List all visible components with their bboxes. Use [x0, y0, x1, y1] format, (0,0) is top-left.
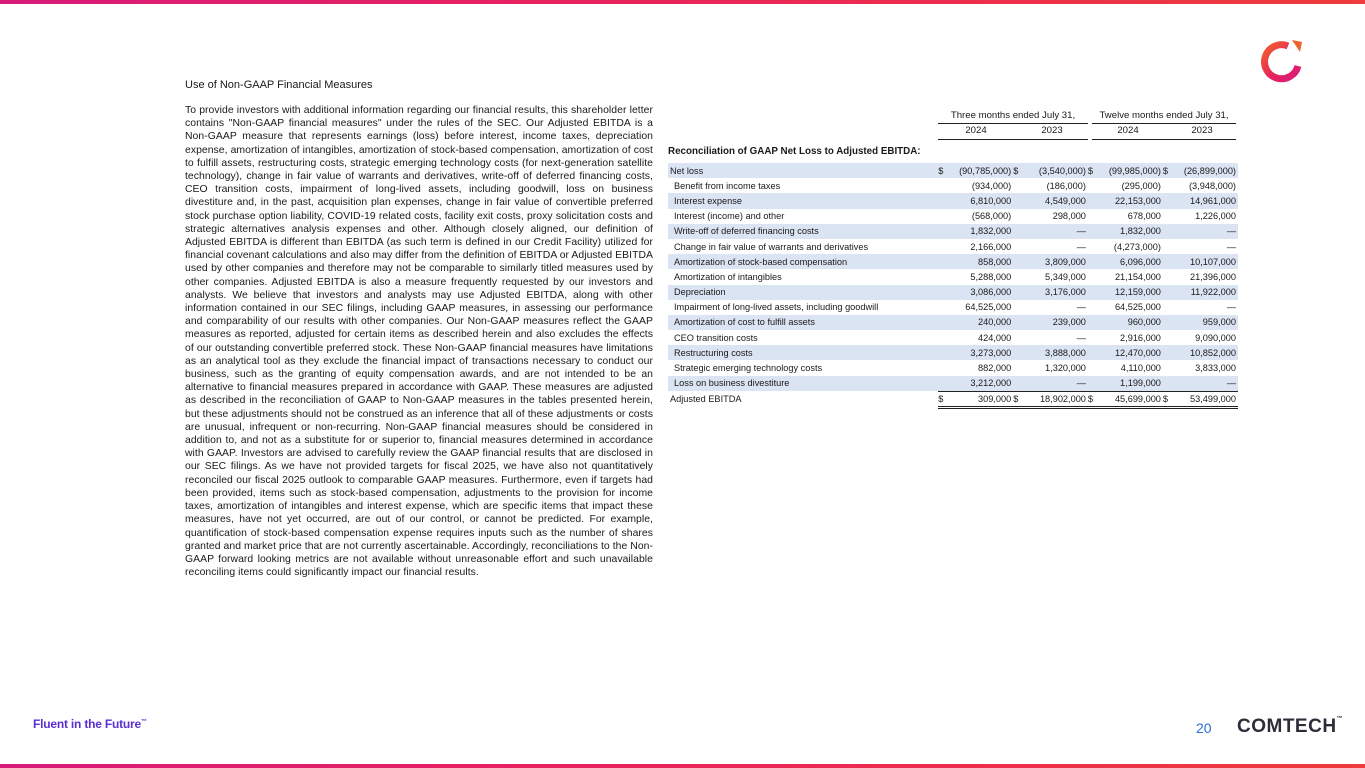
currency-symbol: $ — [1163, 391, 1173, 407]
table-row — [668, 300, 1238, 315]
table-row — [668, 330, 1238, 345]
cell-value: — — [1076, 332, 1086, 343]
comtech-ring-icon — [1258, 36, 1306, 90]
row-label: Interest expense — [668, 193, 938, 208]
brand-text: COMTECH — [1237, 716, 1337, 737]
cell-value: 10,107,000 — [1173, 254, 1238, 269]
cell-value: (186,000) — [1046, 180, 1086, 191]
row-label: Write-off of deferred financing costs — [668, 224, 938, 239]
cell-value: 2,916,000 — [1120, 332, 1161, 343]
cell-value: — — [1076, 241, 1086, 252]
section-title: Use of Non-GAAP Financial Measures — [185, 79, 373, 91]
cell-value: 45,699,000 — [1098, 391, 1163, 407]
cell-value: (934,000) — [971, 180, 1012, 191]
cell-value: 959,000 — [1173, 315, 1238, 330]
year-header-1: 2024 — [965, 125, 987, 136]
table-year-header — [668, 123, 1238, 138]
table-row — [668, 239, 1238, 254]
cell-value: 3,086,000 — [948, 285, 1013, 300]
cell-value: 424,000 — [978, 332, 1012, 343]
cell-value: 3,888,000 — [1023, 345, 1088, 360]
cell-value: 5,349,000 — [1045, 271, 1086, 282]
currency-symbol: $ — [1013, 163, 1023, 178]
cell-value: 5,288,000 — [970, 271, 1012, 282]
row-label: Amortization of stock-based compensation — [668, 254, 938, 269]
bottom-accent-bar — [0, 764, 1365, 768]
year-header-4: 2023 — [1191, 125, 1213, 136]
table-row — [668, 269, 1238, 284]
year-underline-1 — [938, 139, 1088, 140]
table-title: Reconciliation of GAAP Net Loss to Adjusted EBITDA: — [668, 146, 921, 157]
cell-value: — — [1226, 302, 1236, 313]
row-label: Amortization of cost to fulfill assets — [668, 315, 938, 330]
table-row — [668, 224, 1238, 239]
year-header-3: 2024 — [1117, 125, 1139, 136]
cell-value: 240,000 — [948, 315, 1013, 330]
top-accent-bar — [0, 0, 1365, 4]
row-label: Restructuring costs — [668, 345, 938, 360]
cell-value: — — [1173, 224, 1238, 239]
cell-value: 64,525,000 — [1114, 302, 1161, 313]
cell-value: 21,396,000 — [1190, 271, 1236, 282]
row-label: Change in fair value of warrants and derivatives — [674, 241, 869, 252]
currency-symbol: $ — [1088, 163, 1098, 178]
cell-value: 4,110,000 — [1120, 363, 1161, 374]
cell-value: 1,832,000 — [1098, 224, 1163, 239]
tagline-trademark: ™ — [141, 719, 147, 725]
table-row — [668, 376, 1238, 392]
table-row — [668, 178, 1238, 193]
cell-value: 6,810,000 — [948, 193, 1013, 208]
year-header-2: 2023 — [1041, 125, 1063, 136]
table-group-header — [668, 108, 1238, 123]
cell-value: 18,902,000 — [1023, 391, 1088, 407]
table-row — [668, 193, 1238, 208]
table-row — [668, 315, 1238, 330]
brand-trademark: ™ — [1336, 716, 1344, 722]
table-row — [668, 163, 1238, 178]
tagline-text: Fluent in the Future — [33, 717, 141, 731]
cell-value: — — [1023, 376, 1088, 392]
cell-value: 53,499,000 — [1173, 391, 1238, 407]
row-label: Strategic emerging technology costs — [674, 363, 823, 374]
row-label: Amortization of intangibles — [674, 271, 782, 282]
currency-symbol: $ — [1088, 391, 1098, 407]
cell-value: 3,176,000 — [1023, 285, 1088, 300]
cell-value: 9,090,000 — [1195, 332, 1236, 343]
cell-value: 4,549,000 — [1023, 193, 1088, 208]
row-label: Loss on business divestiture — [668, 376, 938, 392]
cell-value: 309,000 — [948, 391, 1013, 407]
table-row — [668, 254, 1238, 269]
cell-value: 21,154,000 — [1114, 271, 1161, 282]
footer-tagline — [33, 717, 147, 731]
cell-value: (26,899,000) — [1173, 163, 1238, 178]
cell-value: 960,000 — [1098, 315, 1163, 330]
cell-value: 14,961,000 — [1173, 193, 1238, 208]
cell-value: 22,153,000 — [1098, 193, 1163, 208]
cell-value: 6,096,000 — [1098, 254, 1163, 269]
cell-value: — — [1076, 302, 1086, 313]
cell-value: 1,226,000 — [1195, 211, 1236, 222]
cell-value: 64,525,000 — [965, 302, 1012, 313]
reconciliation-table — [668, 163, 1238, 409]
cell-value: (295,000) — [1121, 180, 1161, 191]
row-label: Interest (income) and other — [674, 211, 785, 222]
cell-value: 678,000 — [1127, 211, 1161, 222]
cell-value: 12,159,000 — [1098, 285, 1163, 300]
brand-logo — [1237, 716, 1343, 738]
reconciliation-table-block — [668, 108, 1238, 409]
table-row — [668, 345, 1238, 360]
cell-value: 11,922,000 — [1173, 285, 1238, 300]
cell-value: (3,540,000) — [1023, 163, 1088, 178]
page-number: 20 — [1196, 720, 1212, 736]
currency-symbol: $ — [938, 163, 948, 178]
cell-value: 239,000 — [1023, 315, 1088, 330]
cell-value: (3,948,000) — [1189, 180, 1236, 191]
row-label: Net loss — [668, 163, 938, 178]
group-header-three-months: Three months ended July 31, — [950, 110, 1076, 121]
cell-value: 12,470,000 — [1098, 345, 1163, 360]
row-label: Adjusted EBITDA — [670, 394, 742, 405]
table-row — [668, 209, 1238, 224]
row-label: CEO transition costs — [674, 332, 758, 343]
row-label: Impairment of long-lived assets, including goodwill — [674, 302, 879, 313]
cell-value: — — [1173, 376, 1238, 392]
cell-value: — — [1023, 224, 1088, 239]
cell-value: (99,985,000) — [1098, 163, 1163, 178]
table-row — [668, 360, 1238, 375]
cell-value: 858,000 — [948, 254, 1013, 269]
cell-value: 3,212,000 — [948, 376, 1013, 392]
cell-value: 882,000 — [978, 363, 1012, 374]
table-row — [668, 285, 1238, 300]
cell-value: (4,273,000) — [1113, 241, 1161, 252]
row-label: Benefit from income taxes — [674, 180, 781, 191]
cell-value: 2,166,000 — [970, 241, 1012, 252]
cell-value: 1,832,000 — [948, 224, 1013, 239]
year-underline-2 — [1092, 139, 1236, 140]
cell-value: 1,320,000 — [1045, 363, 1086, 374]
cell-value: 3,833,000 — [1195, 363, 1236, 374]
cell-value: 3,273,000 — [948, 345, 1013, 360]
group-header-twelve-months: Twelve months ended July 31, — [1099, 110, 1229, 121]
cell-value: 1,199,000 — [1098, 376, 1163, 392]
currency-symbol: $ — [1163, 163, 1173, 178]
table-row-total — [668, 391, 1238, 407]
body-paragraph: To provide investors with additional information regarding our financial results, this shareholder letter contains "Non-GAAP financial measures" under the rules of the SEC. Our Adjusted EBITDA is a Non-GAAP measure that represents earnings (loss) before interest, income taxes, depreciation expense, amortization of intangibles, amortization of stock-based compensation, amortization of cost to fulfill assets, restructuring costs, strategic emerging technology costs (for next-generation satellite technology), change in fair value of warrants and derivatives, write-off of deferred financing costs, CEO transition costs, impairment of long-lived assets, including goodwill, loss on business divestiture and, in the past, acquisition plan expenses, change in fair value of convertible preferred stock purchase option liability, COVID-19 related costs, facility exit costs, proxy solicitation costs and strategic alternatives analysis expenses and other. Although closely aligned, our definition of Adjusted EBITDA is different than EBITDA (as such term is defined in our Credit Facility) utilized for financial covenant calculations and also may differ from the definition of EBITDA or Adjusted EBITDA used by other companies and therefore may not be comparable to similarly titled measures used by other companies. Adjusted EBITDA is also a measure frequently requested by our investors and analysts. We believe that investors and analysts may use Adjusted EBITDA, along with other information contained in our SEC filings, including GAAP measures, in assessing our performance and comparability of our results with other companies. Our Non-GAAP measures reflect the GAAP measures as reported, adjusted for certain items as described herein and also excludes the effects of our outstanding convertible preferred stock. These Non-GAAP financial measures have limitations as an analytical tool as they exclude the financial impact of transactions necessary to conduct our business, such as the granting of equity compensation awards, and are not intended to be an alternative to financial measures prepared in accordance with GAAP. These measures are adjusted as described in the reconciliation of GAAP to Non-GAAP measures in the tables presented herein, but these adjustments should not be construed as an inference that all of these adjustments or costs are unusual, infrequent or non-recurring. Non-GAAP financial measures should be considered in addition to, and not as a substitute for or superior to, financial measures determined in accordance with GAAP. Investors are advised to carefully review the GAAP financial results that are disclosed in our SEC filings. As we have not provided targets for fiscal 2025, we have also not quantitatively reconciled our fiscal 2025 outlook to comparable GAAP measures. Furthermore, even if targets had been provided, items such as stock-based compensation, adjustments to the provision for income taxes, amortization of intangibles and interest expense, which are specific items that impact these measures, have not yet occurred, are out of our control, or cannot be predicted. For example, quantification of stock-based compensation expense requires inputs such as the number of shares granted and market price that are not currently ascertainable. Accordingly, reconciliations to the Non-GAAP forward looking metrics are not available without unreasonable effort and such unavailable reconciling items could significantly impact our financial results. — [185, 105, 654, 579]
cell-value: — — [1226, 241, 1236, 252]
currency-symbol: $ — [938, 391, 948, 407]
row-label: Depreciation — [668, 285, 938, 300]
cell-value: (90,785,000) — [948, 163, 1013, 178]
currency-symbol: $ — [1013, 391, 1023, 407]
cell-value: (568,000) — [971, 211, 1012, 222]
cell-value: 3,809,000 — [1023, 254, 1088, 269]
cell-value: 10,852,000 — [1173, 345, 1238, 360]
cell-value: 298,000 — [1052, 211, 1086, 222]
